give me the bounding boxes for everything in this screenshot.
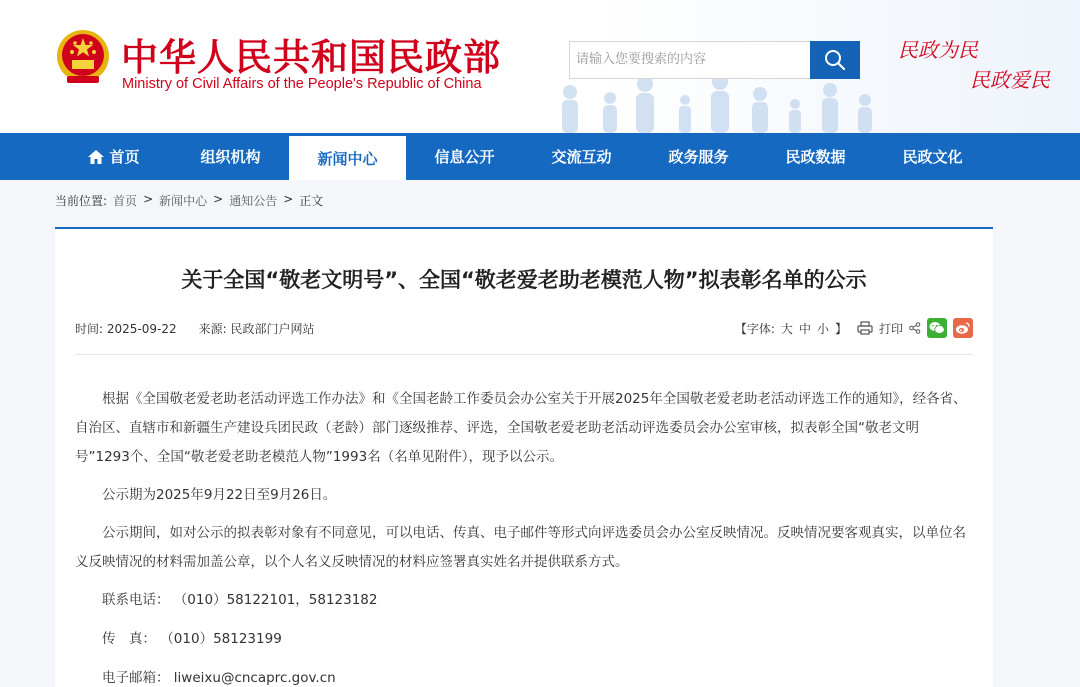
contact-fax-value: （010）58123199 <box>160 631 282 647</box>
contact-fax-label: 传 真： <box>102 631 156 647</box>
nav-item-organization[interactable] <box>172 133 289 180</box>
font-size-large[interactable]: 大 <box>780 321 793 336</box>
contact-email-value[interactable]: liweixu@cncaprc.gov.cn <box>173 670 336 686</box>
slogan-line-1: 民政为民 <box>898 38 978 62</box>
article-paragraph: 根据《全国敬老爱老助老活动评选工作办法》和《全国老龄工作委员会办公室关于开展2025年全国敬老爱老助老活动评选工作的通知》，经各省、自治区、直辖市和新疆生产建设兵团民政（老龄）部门逐级推荐、评选，全国敬老爱老助老活动评选委员会办公室审核，拟表彰全国“敬老文明号”1293个、全国“敬老爱老助老模范人物”1993名（名单见附件），现予以公示。 <box>75 391 967 465</box>
font-size-medium[interactable]: 中 <box>798 321 811 336</box>
contact-phone-label: 联系电话： <box>102 592 170 608</box>
nav-item-label: 新闻中心 <box>317 149 378 168</box>
site-logo-english[interactable]: Ministry of Civil Affairs of the People's Republic of China <box>122 76 482 92</box>
search-input[interactable]: 请输入您要搜索的内容 <box>569 41 811 79</box>
contact-phone <box>75 586 973 615</box>
nav-item-label: 组织机构 <box>200 148 261 166</box>
nav-item-news[interactable] <box>289 133 406 180</box>
contact-email <box>75 664 973 687</box>
breadcrumb-separator: > <box>143 192 154 206</box>
wechat-share-button[interactable] <box>927 318 947 338</box>
article-card <box>55 227 993 687</box>
national-emblem-icon <box>55 28 111 86</box>
contact-fax <box>75 625 973 654</box>
wechat-icon <box>929 321 945 335</box>
time-label: 时间: <box>75 322 104 336</box>
nav-item-label: 首页 <box>109 148 140 166</box>
font-size-label: 【字体: <box>734 321 775 336</box>
publish-date: 2025-09-22 <box>106 322 177 336</box>
share-icon <box>909 322 921 334</box>
search-icon <box>824 49 846 71</box>
site-logo-chinese[interactable]: 中华人民共和国民政部 <box>121 35 501 79</box>
font-size-small[interactable]: 小 <box>816 321 829 336</box>
nav-item-culture[interactable] <box>874 133 991 180</box>
article-meta <box>75 320 315 337</box>
nav-item-label: 交流互动 <box>551 148 612 166</box>
nav-item-services[interactable] <box>640 133 757 180</box>
breadcrumb-separator: > <box>283 192 294 206</box>
nav-item-label: 民政文化 <box>902 148 963 166</box>
print-button[interactable]: 打印 <box>878 321 903 336</box>
breadcrumb-current: 正文 <box>299 194 324 208</box>
main-nav <box>0 133 1080 180</box>
nav-item-label: 民政数据 <box>785 148 846 166</box>
contact-phone-value: （010）58122101，58123182 <box>173 592 378 608</box>
breadcrumb-home[interactable]: 首页 <box>113 194 138 208</box>
contact-email-label: 电子邮箱： <box>102 670 170 686</box>
nav-item-home[interactable] <box>55 133 172 180</box>
nav-item-interaction[interactable] <box>523 133 640 180</box>
slogan-line-2: 民政爱民 <box>970 68 1050 92</box>
weibo-share-button[interactable] <box>953 318 973 338</box>
home-icon <box>87 148 105 166</box>
search-button[interactable] <box>810 41 860 79</box>
nav-item-info-disclosure[interactable] <box>406 133 523 180</box>
weibo-icon <box>955 321 971 335</box>
source-label: 来源: <box>198 322 227 336</box>
article-body <box>75 385 973 687</box>
article-title: 关于全国“敬老文明号”、全国“敬老爱老助老模范人物”拟表彰名单的公示 <box>181 268 867 292</box>
nav-item-label: 政务服务 <box>668 148 729 166</box>
source-value: 民政部门户网站 <box>230 322 315 336</box>
nav-item-label: 信息公开 <box>434 148 495 166</box>
breadcrumb-prefix: 当前位置: <box>55 194 108 208</box>
printer-icon[interactable] <box>857 321 873 335</box>
article-tools <box>735 318 973 338</box>
font-size-close: 】 <box>834 321 847 336</box>
family-silhouette-decoration <box>540 70 880 133</box>
breadcrumb-notices[interactable]: 通知公告 <box>229 194 278 208</box>
nav-item-data[interactable] <box>757 133 874 180</box>
article-paragraph: 公示期间，如对公示的拟表彰对象有不同意见，可以电话、传真、电子邮件等形式向评选委员会办公室反映情况。反映情况要客观真实，以单位名义反映情况的材料需加盖公章，以个人名义反映情况的材料应签署真实姓名并提供联系方式。 <box>75 525 966 570</box>
breadcrumb-news[interactable]: 新闻中心 <box>159 194 208 208</box>
article-paragraph: 公示期为2025年9月22日至9月26日。 <box>102 487 337 503</box>
site-header <box>0 0 1080 133</box>
breadcrumb-separator: > <box>213 192 224 206</box>
breadcrumb <box>55 192 323 209</box>
meta-divider <box>75 354 973 355</box>
